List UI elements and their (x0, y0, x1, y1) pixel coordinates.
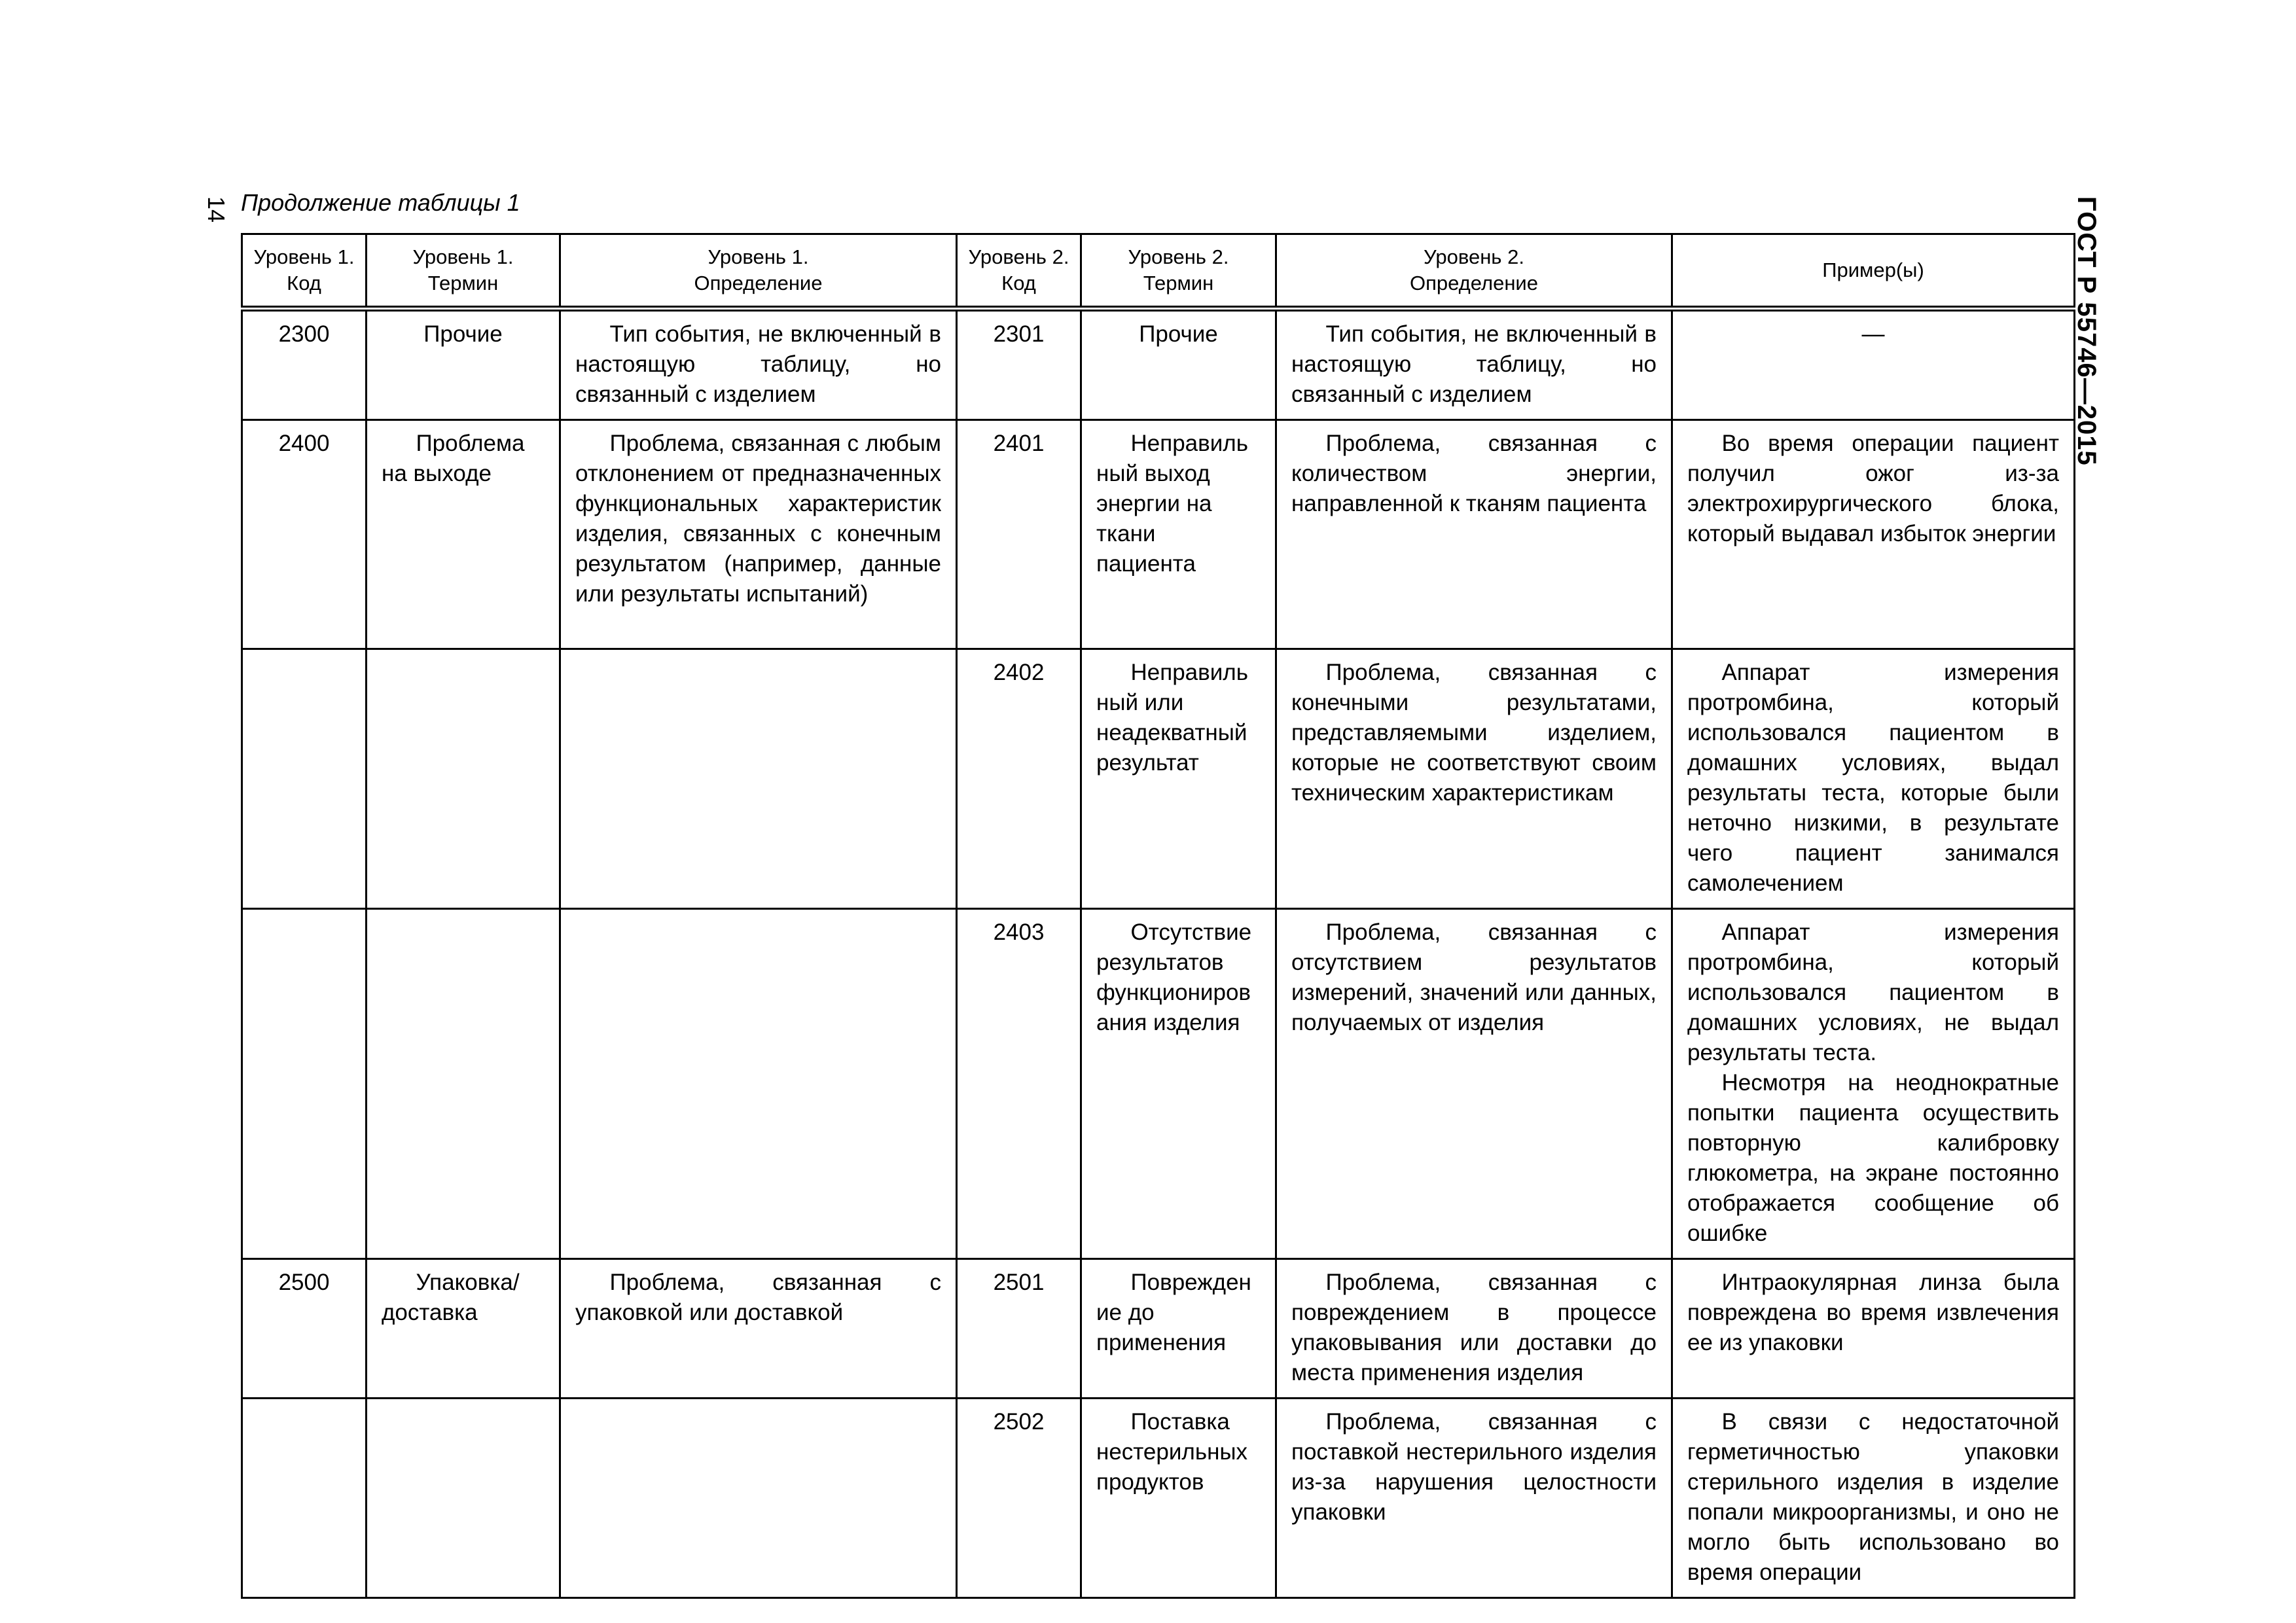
l2-code-cell: 2501 (957, 1259, 1081, 1399)
header-l2-term: Уровень 2. Термин (1081, 234, 1276, 309)
l2-code-cell: 2403 (957, 909, 1081, 1259)
header-l1-term: Уровень 1. Термин (367, 234, 560, 309)
l1-term-cell (367, 909, 560, 1259)
l2-term-cell: Неправильный или неадекватный результат (1081, 649, 1276, 909)
example-paragraph: Аппарат измерения протромбина, который использовался пациентом в домашних условиях, не выдал результаты теста. (1687, 919, 2059, 1065)
l1-definition-cell: Проблема, связанная с любым отклонением от предназначенных функциональных характеристик изделия, связанных с конечным результатом (например, данные или результаты испытаний) (560, 420, 957, 649)
l2-term-cell: Прочие (1081, 309, 1276, 420)
l2-term-cell: Неправильный выход энергии на ткани пациента (1081, 420, 1276, 649)
l1-term-cell: Прочие (367, 309, 560, 420)
l2-code-cell: 2401 (957, 420, 1081, 649)
example-cell: Во время операции пациент получил ожог из-за электрохирургического блока, который выдавал избыток энергии (1672, 420, 2075, 649)
table-row (242, 909, 2075, 1259)
l1-term-cell (367, 1399, 560, 1598)
l1-term-cell: Проблема на выходе (367, 420, 560, 649)
l1-code-cell (242, 649, 367, 909)
table-row (242, 309, 2075, 420)
l1-term-cell (367, 649, 560, 909)
l2-definition-cell: Проблема, связанная с повреждением в процессе упаковывания или доставки до места применения изделия (1276, 1259, 1672, 1399)
l1-definition-cell (560, 1399, 957, 1598)
example-paragraph: Несмотря на неоднократные попытки пациента осуществить повторную калибровку глюкометра, на экране постоянно отображается сообщение об ошибке (1687, 1070, 2059, 1246)
l1-definition-cell (560, 649, 957, 909)
l1-code-cell (242, 909, 367, 1259)
example-cell: В связи с недостаточной герметичностью упаковки стерильного изделия в изделие попали микроорганизмы, и оно не могло быть использовано во время операции (1672, 1399, 2075, 1598)
l2-code-cell: 2301 (957, 309, 1081, 420)
l1-definition-cell: Проблема, связанная с упаковкой или доставкой (560, 1259, 957, 1399)
l1-code-cell: 2400 (242, 420, 367, 649)
l2-code-cell: 2502 (957, 1399, 1081, 1598)
l2-term-cell: Поставка нестерильных продуктов (1081, 1399, 1276, 1598)
header-l1-code: Уровень 1. Код (242, 234, 367, 309)
document-title (2072, 196, 2121, 654)
document-title-text: ГОСТ Р 55746—2015 (2072, 196, 2101, 466)
l1-code-cell: 2300 (242, 309, 367, 420)
l2-definition-cell: Проблема, связанная с количеством энергии, направленной к тканям пациента (1276, 420, 1672, 649)
l2-term-cell: Отсутствие результатов функционирования изделия (1081, 909, 1276, 1259)
table-row (242, 649, 2075, 909)
l2-code-cell: 2402 (957, 649, 1081, 909)
l2-definition-cell: Проблема, связанная с поставкой нестерильного изделия из-за нарушения целостности упаковки (1276, 1399, 1672, 1598)
table-caption: Продолжение таблицы 1 (241, 189, 520, 216)
classification-table (241, 233, 2075, 1599)
header-row (242, 234, 2075, 309)
l1-definition-cell (560, 909, 957, 1259)
l1-term-cell: Упаковка/ доставка (367, 1259, 560, 1399)
example-cell: Интраокулярная линза была повреждена во время извлечения ее из упаковки (1672, 1259, 2075, 1399)
table-row (242, 420, 2075, 649)
l1-code-cell: 2500 (242, 1259, 367, 1399)
example-cell (1672, 909, 2075, 1259)
header-l2-code: Уровень 2. Код (957, 234, 1081, 309)
table-row (242, 1259, 2075, 1399)
l2-definition-cell: Тип события, не включенный в настоящую таблицу, но связанный с изделием (1276, 309, 1672, 420)
header-examples: Пример(ы) (1672, 234, 2075, 309)
example-cell: — (1672, 309, 2075, 420)
l2-definition-cell: Проблема, связанная с отсутствием результатов измерений, значений или данных, получаемых от изделия (1276, 909, 1672, 1259)
example-cell: Аппарат измерения протромбина, который использовался пациентом в домашних условиях, выдал результаты теста, которые были неточно низкими, в результате чего пациент занимался самолечением (1672, 649, 2075, 909)
l1-code-cell (242, 1399, 367, 1598)
header-l1-definition: Уровень 1. Определение (560, 234, 957, 309)
l1-definition-cell: Тип события, не включенный в настоящую таблицу, но связанный с изделием (560, 309, 957, 420)
l2-definition-cell: Проблема, связанная с конечными результатами, представляемыми изделием, которые не соответствуют своим техническим характеристикам (1276, 649, 1672, 909)
page-number: 14 (203, 196, 230, 223)
table-row (242, 1399, 2075, 1598)
header-l2-definition: Уровень 2. Определение (1276, 234, 1672, 309)
l2-term-cell: Повреждение до применения (1081, 1259, 1276, 1399)
